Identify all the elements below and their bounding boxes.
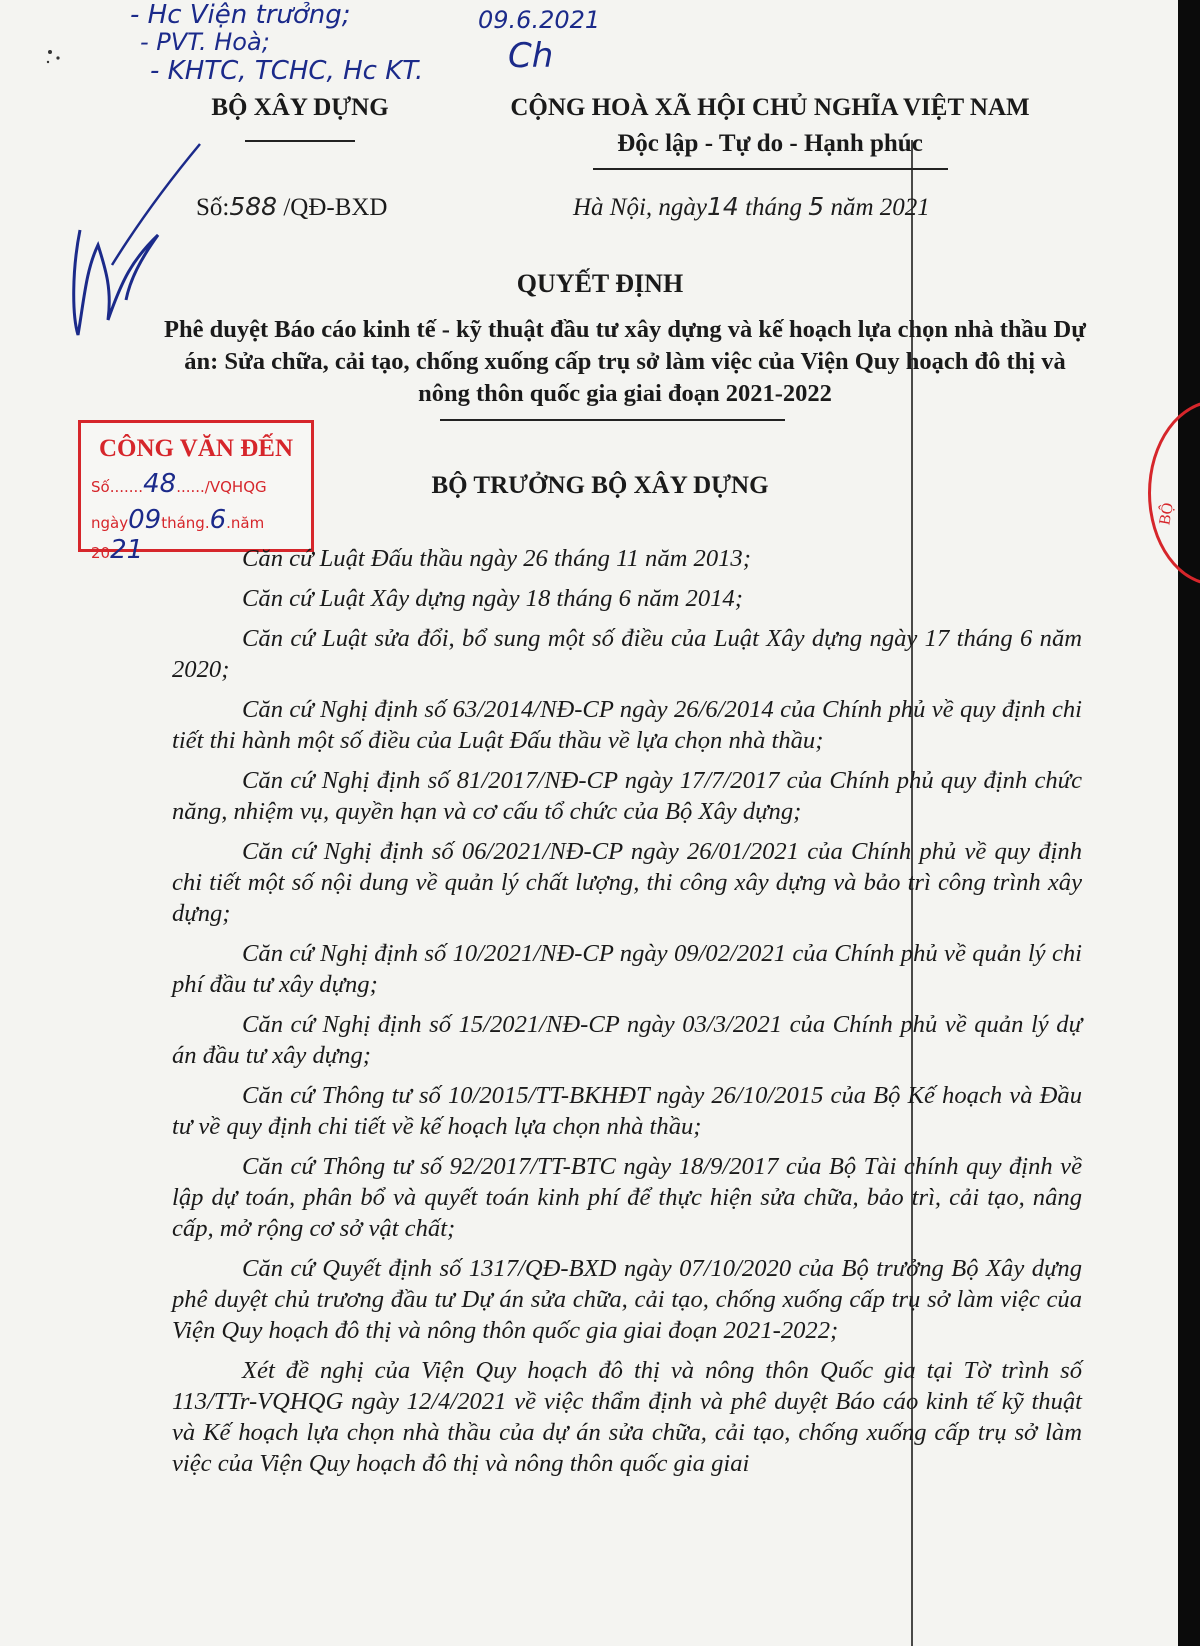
document-number bbox=[196, 192, 388, 222]
stamp-number-line: Số.......48....../VQHQG bbox=[91, 469, 267, 499]
stamp-nam-value: 21 bbox=[110, 535, 144, 565]
date-place: Hà Nội, ngày bbox=[573, 194, 708, 221]
national-header bbox=[490, 94, 1050, 170]
national-motto: Độc lập - Tự do - Hạnh phúc bbox=[617, 130, 923, 157]
doc-number-suffix: /QĐ-BXD bbox=[277, 194, 388, 221]
document-title: QUYẾT ĐỊNH bbox=[516, 269, 684, 298]
handwritten-note-line1: - Hc Viện trưởng; bbox=[130, 0, 351, 30]
seal-text: BỘ bbox=[1156, 501, 1177, 527]
body-paragraph: Căn cứ Nghị định số 63/2014/NĐ-CP ngày 26/6/2014 của Chính phủ về quy định chi tiết thi hành một số điều của Luật Đấu thầu về lựa chọn nhà thầu; bbox=[172, 696, 1082, 754]
handwritten-date: 09.6.2021 bbox=[478, 6, 601, 34]
scan-edge bbox=[1178, 0, 1200, 1646]
stamp-date-line: ngày09tháng.6.năm 2021 bbox=[91, 505, 265, 565]
stamp-so-value: 48 bbox=[143, 469, 177, 499]
body-paragraph: Căn cứ Nghị định số 06/2021/NĐ-CP ngày 26/01/2021 của Chính phủ về quy định chi tiết một số nội dung về quản lý chất lượng, thi công xây dựng và bảo trì công trình xây dựng; bbox=[172, 838, 1082, 927]
ministry-name: BỘ XÂY DỰNG bbox=[211, 94, 389, 121]
ministry-underline bbox=[245, 140, 355, 142]
handwritten-signature-mark bbox=[50, 140, 210, 340]
document-body bbox=[172, 543, 1082, 1488]
stamp-ngay-value: 09 bbox=[128, 505, 162, 535]
stamp-thang-label: tháng bbox=[161, 514, 205, 532]
handwritten-initial: Ch bbox=[508, 36, 554, 76]
handwritten-note-line2: - PVT. Hoà; bbox=[140, 28, 270, 56]
body-paragraph: Xét đề nghị của Viện Quy hoạch đô thị và nông thôn Quốc gia tại Tờ trình số 113/TTr-VQHQG ngày 12/4/2021 về việc thẩm định và phê duyệt Báo cáo kinh tế kỹ thuật và Kế hoạch lựa chọn nhà thầu của dự án sửa chữa, cải tạo, chống xuống cấp trụ sở làm việc của Viện Quy hoạch đô thị và nông thôn quốc gia giai bbox=[172, 1357, 1082, 1477]
margin-marks bbox=[36, 38, 76, 68]
stamp-thang-value: 6 bbox=[209, 505, 227, 535]
body-paragraph: Căn cứ Luật Xây dựng ngày 18 tháng 6 năm 2014; bbox=[242, 585, 743, 612]
stamp-ngay-label: ngày bbox=[91, 514, 129, 532]
issuing-authority: BỘ TRƯỞNG BỘ XÂY DỰNG bbox=[431, 472, 769, 499]
doc-number-prefix: Số: bbox=[196, 194, 230, 221]
doc-number-value: 588 bbox=[229, 192, 278, 221]
date-month-label: tháng bbox=[738, 194, 809, 221]
motto-underline bbox=[593, 168, 948, 170]
date-month: 5 bbox=[808, 192, 825, 221]
issue-date bbox=[573, 192, 930, 222]
body-paragraph: Căn cứ Nghị định số 10/2021/NĐ-CP ngày 09/02/2021 của Chính phủ về quản lý chi phí đầu tư xây dựng; bbox=[172, 940, 1082, 998]
stamp-nam-label: năm 20 bbox=[91, 514, 265, 562]
date-day: 14 bbox=[707, 192, 739, 221]
stamp-title: CÔNG VĂN ĐẾN bbox=[99, 435, 293, 462]
body-paragraph: Căn cứ Quyết định số 1317/QĐ-BXD ngày 07/10/2020 của Bộ trưởng Bộ Xây dựng phê duyệt chủ trương đầu tư Dự án sửa chữa, cải tạo, chống xuống cấp trụ sở làm việc của Viện Quy hoạch đô thị và nông thôn quốc gia giai đoạn 2021-2022; bbox=[172, 1255, 1082, 1344]
stamp-so-suffix: /VQHQG bbox=[204, 478, 267, 496]
handwritten-note-line3: - KHTC, TCHC, Hc KT. bbox=[150, 56, 424, 86]
date-year: năm 2021 bbox=[824, 194, 930, 221]
document-subtitle: Phê duyệt Báo cáo kinh tế - kỹ thuật đầu tư xây dựng và kế hoạch lựa chọn nhà thầu Dự án: Sửa chữa, cải tạo, chống xuống cấp trụ sở làm việc của Viện Quy hoạch đô thị và nông thôn quốc gia giai đoạn 2021-2022 bbox=[164, 316, 1086, 407]
body-paragraph: Căn cứ Luật Đấu thầu ngày 26 tháng 11 năm 2013; bbox=[242, 545, 751, 572]
stamp-so-label: Số bbox=[91, 478, 110, 496]
body-paragraph: Căn cứ Luật sửa đổi, bổ sung một số điều của Luật Xây dựng ngày 17 tháng 6 năm 2020; bbox=[172, 625, 1082, 683]
subtitle-underline bbox=[440, 419, 785, 421]
body-paragraph: Căn cứ Nghị định số 81/2017/NĐ-CP ngày 17/7/2017 của Chính phủ quy định chức năng, nhiệm vụ, quyền hạn và cơ cấu tổ chức của Bộ Xây dựng; bbox=[172, 767, 1082, 825]
body-paragraph: Căn cứ Nghị định số 15/2021/NĐ-CP ngày 03/3/2021 của Chính phủ về quản lý dự án đầu tư xây dựng; bbox=[172, 1011, 1082, 1069]
ministry-header bbox=[200, 94, 400, 142]
body-paragraph: Căn cứ Thông tư số 10/2015/TT-BKHĐT ngày 26/10/2015 của Bộ Kế hoạch và Đầu tư về quy định chi tiết về kế hoạch lựa chọn nhà thầu; bbox=[172, 1082, 1082, 1140]
body-paragraph: Căn cứ Thông tư số 92/2017/TT-BTC ngày 18/9/2017 của Bộ Tài chính quy định về lập dự toán, phân bổ và quyết toán kinh phí để thực hiện sửa chữa, bảo trì, cải tạo, nâng cấp, mở rộng cơ sở vật chất; bbox=[172, 1153, 1082, 1242]
country-name: CỘNG HOÀ XÃ HỘI CHỦ NGHĨA VIỆT NAM bbox=[510, 94, 1030, 121]
